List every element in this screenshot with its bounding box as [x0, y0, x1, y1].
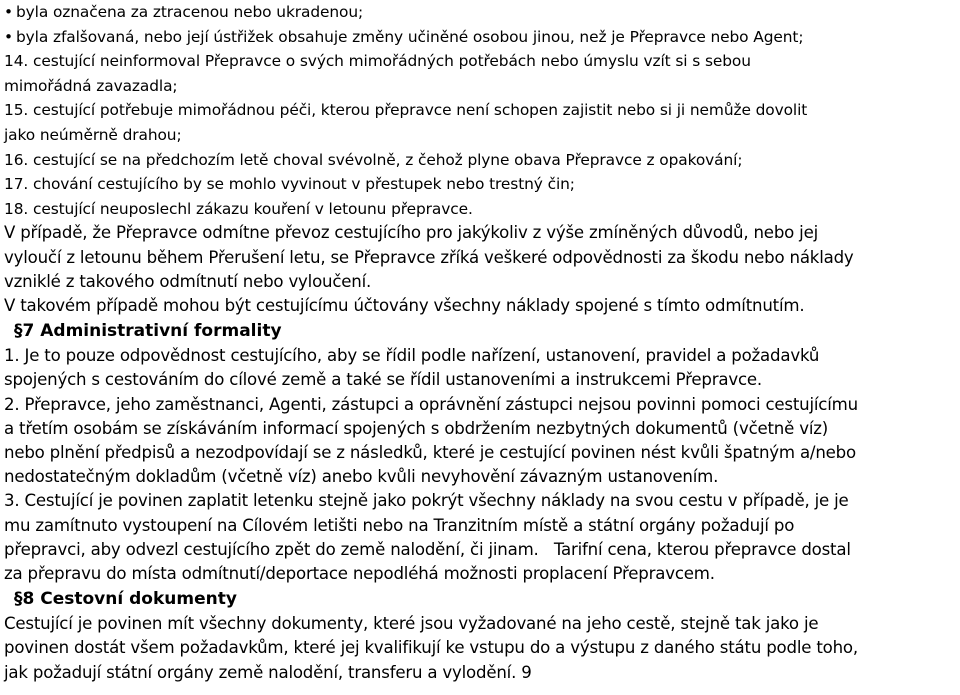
paragraph-line: a třetím osobám se získáváním informací spojených s obdržením nezbytných dokumentů (včetně víz) [4, 418, 829, 438]
list-item [4, 197, 957, 222]
list-item [4, 148, 957, 173]
paragraph-line: nebo plnění předpisů a nezodpovídají se z následků, které je cestující povinen nést kvůli špatným a/nebo [4, 442, 856, 462]
section-8-heading: §8 Cestovní dokumenty [14, 589, 237, 610]
paragraph-line: Cestující je povinen mít všechny dokumenty, které jsou vyžadované na jeho cestě, stejně tak jako je [4, 614, 819, 634]
paragraph-line: přepravci, aby odvezl cestujícího zpět do země nalodění, či jinam. Tarifní cena, kterou přepravce dostal [4, 539, 851, 559]
paragraph-line: za přepravu do místa odmítnutí/deportace nepodléhá možnosti proplacení Přepravcem. [4, 563, 715, 583]
numbered-list [4, 49, 957, 221]
paragraph-line: V takovém případě mohou být cestujícímu účtovány všechny náklady spojené s tímto odmítnutím. [4, 295, 805, 315]
section-7-heading: §7 Administrativní formality [14, 321, 282, 342]
paragraph-line: vzniklé z takového odmítnutí nebo vyloučení. [4, 271, 372, 291]
bullet-icon: • [4, 3, 13, 21]
section-7-paragraph-3 [4, 489, 957, 586]
list-item-line: mimořádná zavazadla; [4, 76, 178, 95]
bullet-icon: • [4, 27, 13, 46]
list-item [4, 172, 957, 197]
bullet-item [4, 25, 957, 50]
paragraph-line: 1. Je to pouze odpovědnost cestujícího, aby se řídil podle nařízení, ustanovení, pravidel a požadavků [4, 346, 820, 366]
costs-paragraph [4, 294, 957, 318]
list-item-line: 17. chování cestujícího by se mohlo vyvinout v přestupek nebo trestný čin; [4, 175, 575, 194]
paragraph-line: mu zamítnuto vystoupení na Cílovém letišti nebo na Tranzitním místě a státní orgány požadují po [4, 515, 795, 535]
section-7-paragraph-2 [4, 393, 957, 490]
paragraph-line: vyloučí z letounu během Přerušení letu, se Přepravce zříká veškeré odpovědnosti za škodu nebo náklady [4, 247, 854, 267]
bullet-list [4, 0, 957, 49]
bullet-item [4, 0, 957, 25]
paragraph-line: 2. Přepravce, jeho zaměstnanci, Agenti, zástupci a oprávnění zástupci nejsou povinni pomoci cestujícímu [4, 394, 858, 414]
list-item [4, 49, 957, 98]
list-item-line: 18. cestující neuposlechl zákazu kouření v letounu přepravce. [4, 199, 473, 218]
bullet-text: byla označena za ztracenou nebo ukradenou; [16, 3, 364, 21]
section-8-paragraph-1 [4, 612, 957, 685]
section-7-paragraph-1 [4, 344, 957, 392]
list-item-line: jako neúměrně drahou; [4, 125, 182, 144]
paragraph-line: povinen dostát všem požadavkům, které jej kvalifikují ke vstupu do a výstupu z daného státu podle toho, [4, 638, 858, 658]
paragraph-line: nedostatečným dokladům (včetně víz) anebo kvůli nevyhovění závazným ustanovením. [4, 467, 719, 487]
paragraph-line: 3. Cestující je povinen zaplatit letenku stejně jako pokrýt všechny náklady na svou cestu v případě, je je [4, 491, 849, 511]
list-item-line: 15. cestující potřebuje mimořádnou péči, kterou přepravce není schopen zajistit nebo si ji nemůže dovolit [4, 101, 808, 120]
list-item-line: 16. cestující se na předchozím letě choval svévolně, z čehož plyne obava Přepravce z opakování; [4, 150, 743, 169]
paragraph-line: jak požadují státní orgány země nalodění, transferu a vylodění. 9 [4, 662, 532, 682]
paragraph-line: spojených s cestováním do cílové země a také se řídil ustanoveními a instrukcemi Přepravce. [4, 370, 762, 390]
list-item-line: 14. cestující neinformoval Přepravce o svých mimořádných potřebách nebo úmyslu vzít si s sebou [4, 52, 751, 71]
refusal-paragraph [4, 221, 957, 294]
paragraph-line: V případě, že Přepravce odmítne převoz cestujícího pro jakýkoliv z výše zmíněných důvodů, nebo jej [4, 223, 819, 243]
bullet-text: byla zfalšovaná, nebo její ústřižek obsahuje změny učiněné osobou jinou, než je Přepravce nebo Agent; [16, 27, 804, 46]
list-item [4, 98, 957, 147]
